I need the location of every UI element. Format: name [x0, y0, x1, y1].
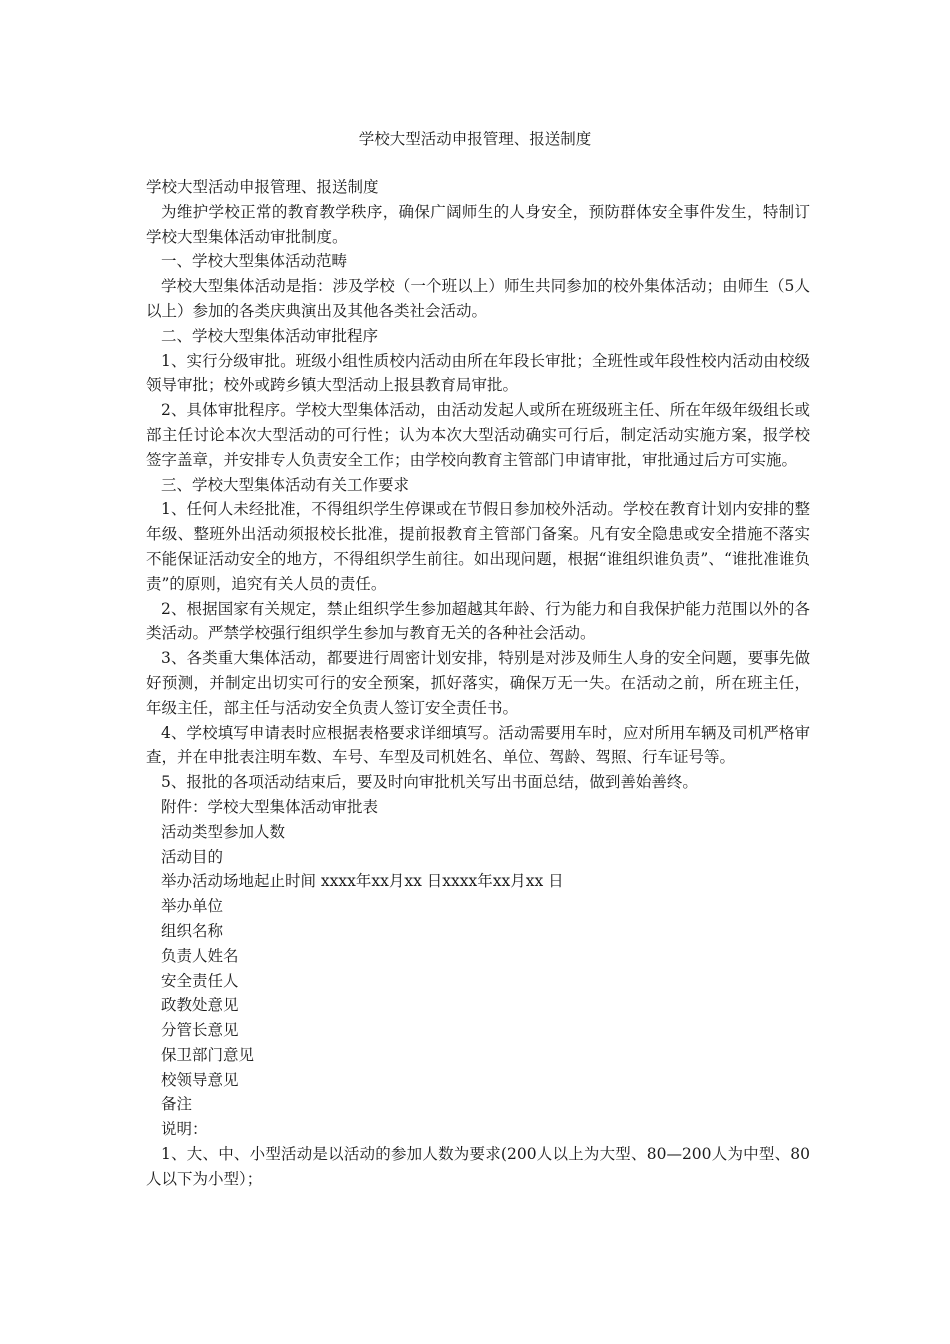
paragraph: 组织名称: [161, 921, 224, 940]
paragraph: 分管长意见: [161, 1021, 239, 1040]
paragraph: 为维护学校正常的教育教学秩序，确保广阔师生的人身安全，预防群体安全事件发生，特制订学校大型集体活动审批制度。: [146, 202, 810, 246]
paragraph: 学校大型活动申报管理、报送制度: [146, 178, 379, 196]
paragraph: 说明：: [161, 1120, 208, 1139]
paragraph: 5、报批的各项活动结束后，要及时向审批机关写出书面总结，做到善始善终。: [161, 773, 698, 792]
paragraph: 政教处意见: [161, 996, 239, 1015]
paragraph: 4、学校填写申请表时应根据表格要求详细填写。活动需要用车时，应对所用车辆及司机严格审查，并在申批表注明车数、车号、车型及司机姓名、单位、驾龄、驾照、行车证号等。: [146, 723, 810, 767]
paragraph: 1、任何人未经批准，不得组织学生停课或在节假日参加校外活动。学校在教育计划内安排的整年级、整班外出活动须报校长批准，提前报教育主管部门备案。凡有安全隐患或安全措施不落实不能保证活动安全的地方，不得组织学生前往。如出现问题，根据“谁组织谁负责”、“谁批准谁负责”的原则，追究有关人员的责任。: [146, 500, 810, 593]
paragraph: 活动类型参加人数: [161, 822, 286, 841]
paragraph: 活动目的: [161, 847, 224, 866]
paragraph: 附件：学校大型集体活动审批表: [161, 797, 379, 816]
paragraph: 3、各类重大集体活动，都要进行周密计划安排，特别是对涉及师生人身的安全问题，要事先做好预测，并制定出切实可行的安全预案，抓好落实，确保万无一失。在活动之前，所在班主任，年级主任，部主任与活动安全负责人签订安全责任书。: [146, 649, 810, 717]
document-body: [146, 175, 810, 1192]
document-title: 学校大型活动申报管理、报送制度: [358, 130, 592, 148]
paragraph: 1、实行分级审批。班级小组性质校内活动由所在年段长审批；全班性或年段性校内活动由校级领导审批；校外或跨乡镇大型活动上报县教育局审批。: [146, 351, 810, 395]
paragraph: 2、根据国家有关规定，禁止组织学生参加超越其年龄、行为能力和自我保护能力范围以外的各类活动。严禁学校强行组织学生参加与教育无关的各种社会活动。: [146, 599, 810, 643]
paragraph: 备注: [161, 1095, 193, 1114]
paragraph: 二、学校大型集体活动审批程序: [161, 326, 379, 345]
paragraph: 学校大型集体活动是指：涉及学校（一个班以上）师生共同参加的校外集体活动；由师生（5人以上）参加的各类庆典演出及其他各类社会活动。: [146, 277, 810, 320]
paragraph: 保卫部门意见: [161, 1045, 255, 1064]
paragraph: 一、学校大型集体活动范畴: [161, 252, 348, 271]
paragraph: 负责人姓名: [161, 946, 239, 965]
paragraph: 1、大、中、小型活动是以活动的参加人数为要求(200人以上为大型、80—200人为中型、80人以下为小型）；: [146, 1145, 810, 1188]
paragraph: 举办活动场地起止时间 xxxx年xx月xx 日xxxx年xx月xx 日: [161, 872, 564, 891]
paragraph: 三、学校大型集体活动有关工作要求: [161, 475, 410, 494]
paragraph: 安全责任人: [161, 971, 239, 990]
paragraph: 2、具体审批程序。学校大型集体活动，由活动发起人或所在班级班主任、所在年级年级组长或部主任讨论本次大型活动的可行性；认为本次大型活动确实可行后，制定活动实施方案，报学校签字盖章，并安排专人负责安全工作；由学校向教育主管部门申请审批，审批通过后方可实施。: [146, 401, 810, 469]
paragraph: 校领导意见: [161, 1070, 239, 1089]
paragraph: 举办单位: [161, 897, 224, 916]
